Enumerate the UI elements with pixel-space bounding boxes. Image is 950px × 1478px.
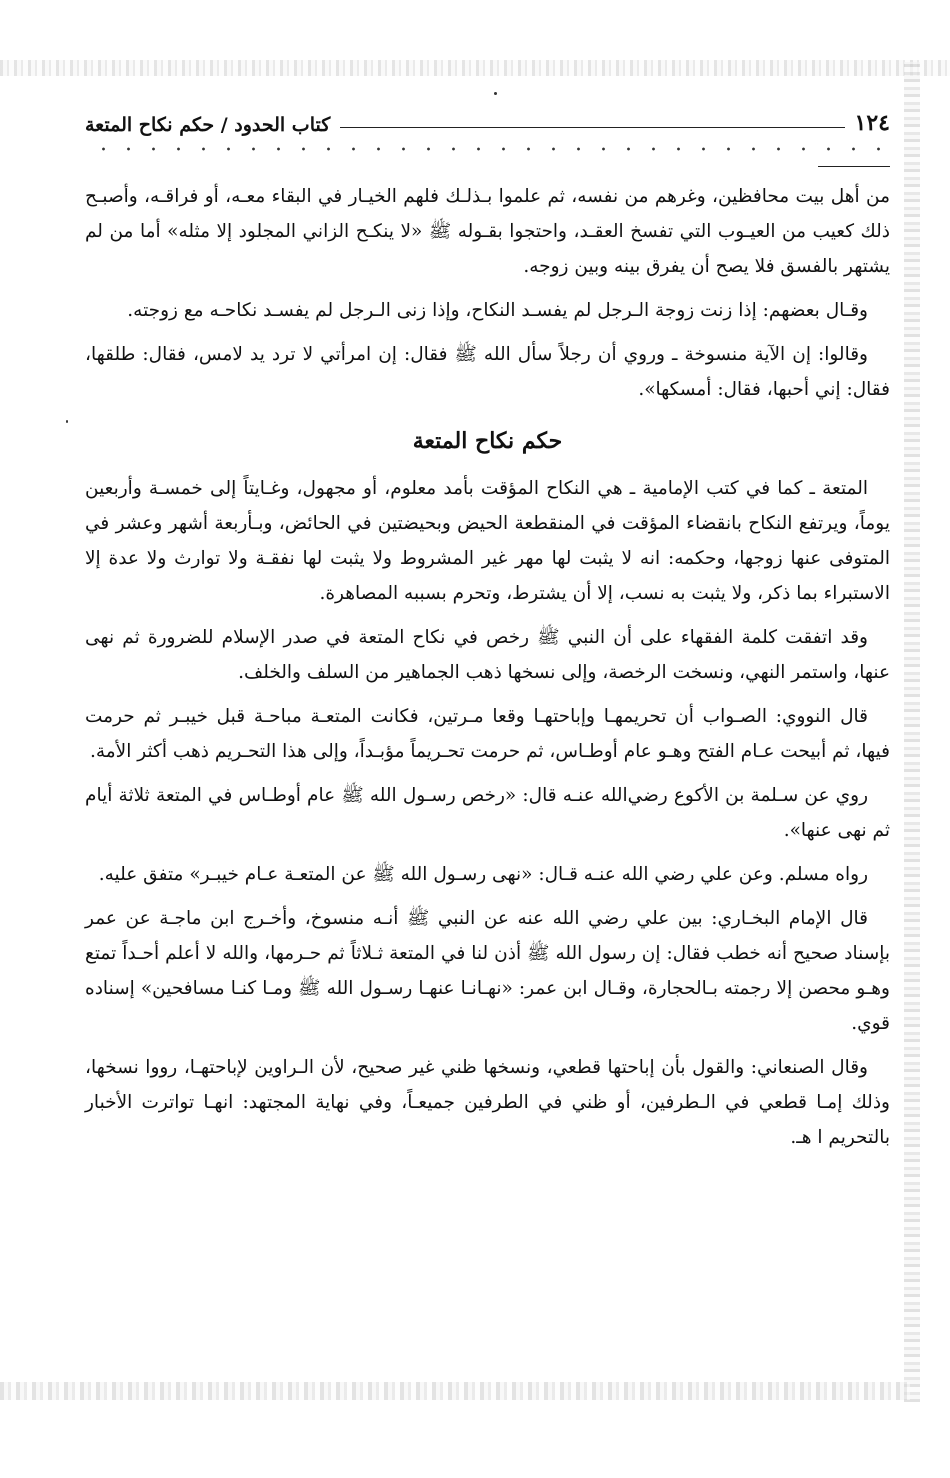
scan-edge-top (0, 60, 950, 76)
page-number: ١٢٤ (854, 110, 890, 136)
stray-mark (66, 420, 68, 423)
paragraph: قال الإمام البخـاري: بين علي رضي الله عنه عن النبي ﷺ أنـه منسوخ، وأخـرج ابن ماجـة عن عمر بإسناد صحيح أنه خطب فقال: إن رسول الله ﷺ أذن لنا في المتعة ثـلاثاً ثم حـرمها، والله لا أعلم أحـداً تمتع وهـو محصن إلا رجمته بـالحجارة، وقـال ابن عمر: «نهـانـا عنهـا رسـول الله ﷺ ومـا كنـا مسافحين» إسناده قوي. (85, 908, 890, 1034)
paragraph: روي عن سـلمة بن الأكوع رضي‌الله عنـه قال: «رخص رسـول الله ﷺ عام أوطـاس في المتعة ثلاثة أيام ثم نهى عنها». (85, 785, 890, 841)
section-title: حكم نكاح المتعة (412, 428, 563, 454)
running-title: كتاب الحدود / حكم نكاح المتعة (85, 114, 331, 136)
paragraph: وقد اتفقت كلمة الفقهاء على أن النبي ﷺ رخص في نكاح المتعة في صدر الإسلام للضرورة ثم نهى عنها، واستمر النهي، ونسخت الرخصة، وإلى نسخها ذهب الجماهير من السلف والخلف. (85, 627, 890, 683)
paragraph: وقال الصنعاني: والقول بأن إباحتها قطعي، ونسخها ظني غير صحيح، لأن الـراوين لإباحتهـا، رووا نسخها، وذلك إمـا قطعي في الـطرفين، أو ظني في الطرفين جميعـاً، وفي نهاية المجتهد: انهـا تواترت الأخبار بالتحريم ا هـ. (85, 1057, 890, 1148)
scan-edge-right (904, 62, 920, 1402)
page-header (85, 96, 890, 136)
scan-edge-bottom (0, 1382, 910, 1400)
paragraph: من أهل بيت محافظين، وغرهم من نفسه، ثم علموا بـذلـك فلهم الخيـار في البقاء معـه، أو فراقـه، وأصبـح ذلك كعيب من العيـوب التي تفسخ العقـد، واحتجوا بقـوله ﷺ «لا ينكـح الزاني المجلود إلا مثله» أما من لم يشتهر بالفسق فلا يصح أن يفرق بينه وبين زوجه. (85, 186, 890, 277)
book-page (85, 96, 890, 1164)
paragraph: وقالوا: إن الآية منسوخة ـ وروي أن رجلاً سأل الله ﷺ فقال: إن امرأتي لا ترد يد لامس، فقال: طلقها، فقال: إني أحبها، فقال: أمسكها». (85, 344, 890, 400)
paragraph: وقـال بعضهم: إذا زنت زوجة الـرجل لم يفسـد النكاح، وإذا زنى الـرجل لم يفسـد نكاحـه مع زوجته. (127, 300, 868, 321)
stray-mark (494, 92, 497, 95)
paragraph: رواه مسلم. وعن علي رضي الله عنـه قـال: «نهى رسـول الله ﷺ عن المتعـة عـام خيبـر» متفق عليه. (98, 864, 868, 885)
paragraph: المتعة ـ كما في كتب الإمامية ـ هي النكاح المؤقت بأمد معلوم، أو مجهول، وغـايتاً إلى خمسـة وأربعين يوماً، ويرتفع النكاح بانقضاء المؤقت في المنقطعة الحيض وبحيضتين في الحائض، وبـأربعة أشهر وعشر في المتوفى عنها زوجها، وحكمه: انه لا يثبت لها مهر غير المشروط ولا يثبت لها نفقـة ولا توارث ولا عدة إلا الاستبراء بما ذكر، ولا يثبت به نسب، إلا أن يشترط، وتحرم بسببه المصاهرة. (85, 478, 890, 604)
header-rule (340, 127, 844, 128)
footnote-separator (818, 166, 890, 167)
dotted-separator (91, 146, 884, 152)
paragraph: قال النووي: الصـواب أن تحريمهـا وإباحتهـا وقعا مـرتين، فكانت المتعـة مباحـة قبل خيبـر ثم حرمت فيها، ثم أبيحت عـام الفتح وهـو عام أوطـاس، ثم حرمت تحـريماً مؤبـداً، وإلى هذا التحـريم ذهب أكثر الأمة. (85, 706, 890, 762)
body-text (85, 179, 890, 1155)
